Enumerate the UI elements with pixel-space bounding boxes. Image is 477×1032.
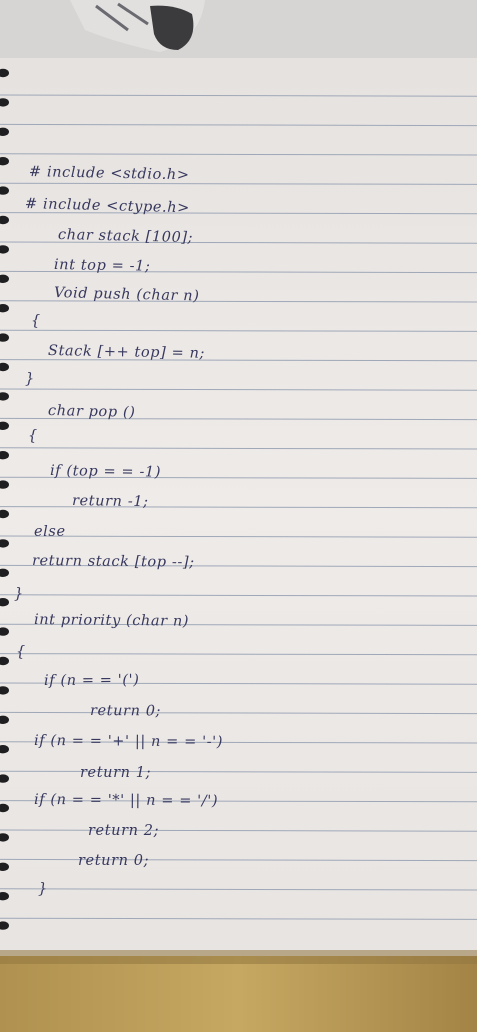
code-line-13: else — [34, 524, 66, 540]
code-line-20: if (n = = '+' || n = = '-') — [33, 733, 224, 751]
code-line-8: } — [25, 371, 35, 387]
code-line-23: return 2; — [88, 823, 160, 839]
code-line-10: { — [28, 428, 38, 444]
code-line-19: return 0; — [89, 703, 162, 720]
code-line-4: int top = -1; — [53, 257, 151, 275]
page-shadow — [0, 950, 477, 964]
code-line-3: char stack [100]; — [57, 227, 194, 247]
code-line-6: { — [31, 313, 41, 329]
code-line-9: char pop () — [47, 403, 136, 421]
code-line-22: if (n = = '*' || n = = '/') — [33, 792, 219, 810]
code-line-21: return 1; — [80, 765, 152, 781]
code-line-17: { — [16, 644, 26, 660]
code-line-5: Void push (char n) — [53, 285, 200, 305]
code-line-12: return -1; — [71, 493, 149, 511]
code-line-16: int priority (char n) — [33, 612, 190, 630]
code-line-15: } — [14, 586, 24, 602]
code-line-25: } — [38, 881, 48, 897]
top-surface — [0, 0, 477, 62]
code-line-2: # include <ctype.h> — [24, 196, 191, 217]
code-line-18: if (n = = '(') — [43, 672, 140, 689]
code-line-14: return stack [top --]; — [31, 553, 195, 571]
code-line-24: return 0; — [78, 853, 150, 869]
code-line-1: # include <stdio.h> — [28, 164, 190, 184]
code-line-7: Stack [++ top] = n; — [47, 343, 206, 362]
code-line-11: if (top = = -1) — [49, 463, 162, 481]
